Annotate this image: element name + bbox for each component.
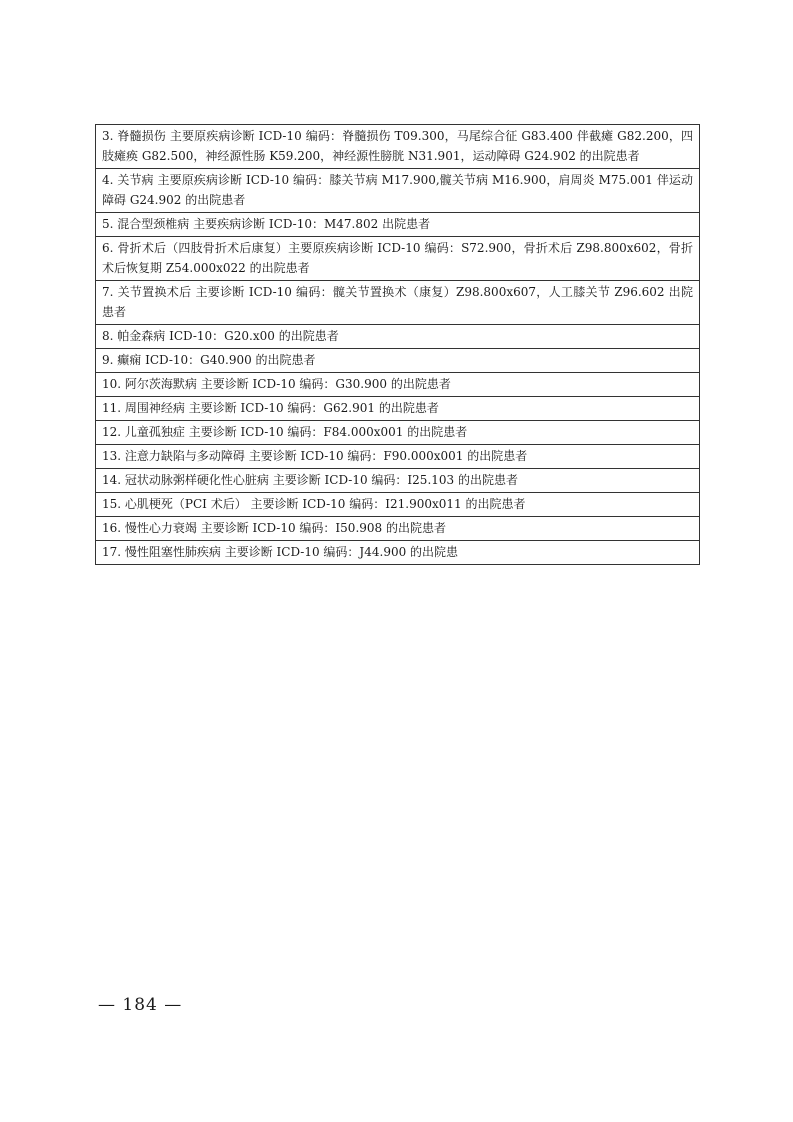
table-row: 5. 混合型颈椎病 主要疾病诊断 ICD-10：M47.802 出院患者 [96, 213, 699, 237]
table-row: 10. 阿尔茨海默病 主要诊断 ICD-10 编码：G30.900 的出院患者 [96, 373, 699, 397]
table-row: 12. 儿童孤独症 主要诊断 ICD-10 编码：F84.000x001 的出院患者 [96, 421, 699, 445]
table-row: 16. 慢性心力衰竭 主要诊断 ICD-10 编码：I50.908 的出院患者 [96, 517, 699, 541]
table-row: 17. 慢性阻塞性肺疾病 主要诊断 ICD-10 编码：J44.900 的出院患 [96, 541, 699, 565]
page-number: — 184 — [98, 995, 183, 1015]
table-row: 4. 关节病 主要原疾病诊断 ICD-10 编码：膝关节病 M17.900,髋关节病 M16.900，肩周炎 M75.001 伴运动障碍 G24.902 的出院患者 [96, 169, 699, 213]
table-row: 14. 冠状动脉粥样硬化性心脏病 主要诊断 ICD-10 编码：I25.103 的出院患者 [96, 469, 699, 493]
table-row: 15. 心肌梗死（PCI 术后） 主要诊断 ICD-10 编码：I21.900x011 的出院患者 [96, 493, 699, 517]
table-row: 13. 注意力缺陷与多动障碍 主要诊断 ICD-10 编码：F90.000x001 的出院患者 [96, 445, 699, 469]
table-row: 3. 脊髓损伤 主要原疾病诊断 ICD-10 编码：脊髓损伤 T09.300，马尾综合征 G83.400 伴截瘫 G82.200，四肢瘫痪 G82.500，神经源性肠 K59.200，神经源性膀胱 N31.901，运动障碍 G24.902 的出院患者 [96, 125, 699, 169]
table-row: 7. 关节置换术后 主要诊断 ICD-10 编码：髋关节置换术（康复）Z98.800x607，人工膝关节 Z96.602 出院患者 [96, 281, 699, 325]
criteria-table [95, 124, 700, 565]
table-row: 11. 周围神经病 主要诊断 ICD-10 编码：G62.901 的出院患者 [96, 397, 699, 421]
table-row: 6. 骨折术后（四肢骨折术后康复）主要原疾病诊断 ICD-10 编码：S72.900，骨折术后 Z98.800x602，骨折术后恢复期 Z54.000x022 的出院患者 [96, 237, 699, 281]
table-row: 8. 帕金森病 ICD-10：G20.x00 的出院患者 [96, 325, 699, 349]
table-row: 9. 癫痫 ICD-10：G40.900 的出院患者 [96, 349, 699, 373]
